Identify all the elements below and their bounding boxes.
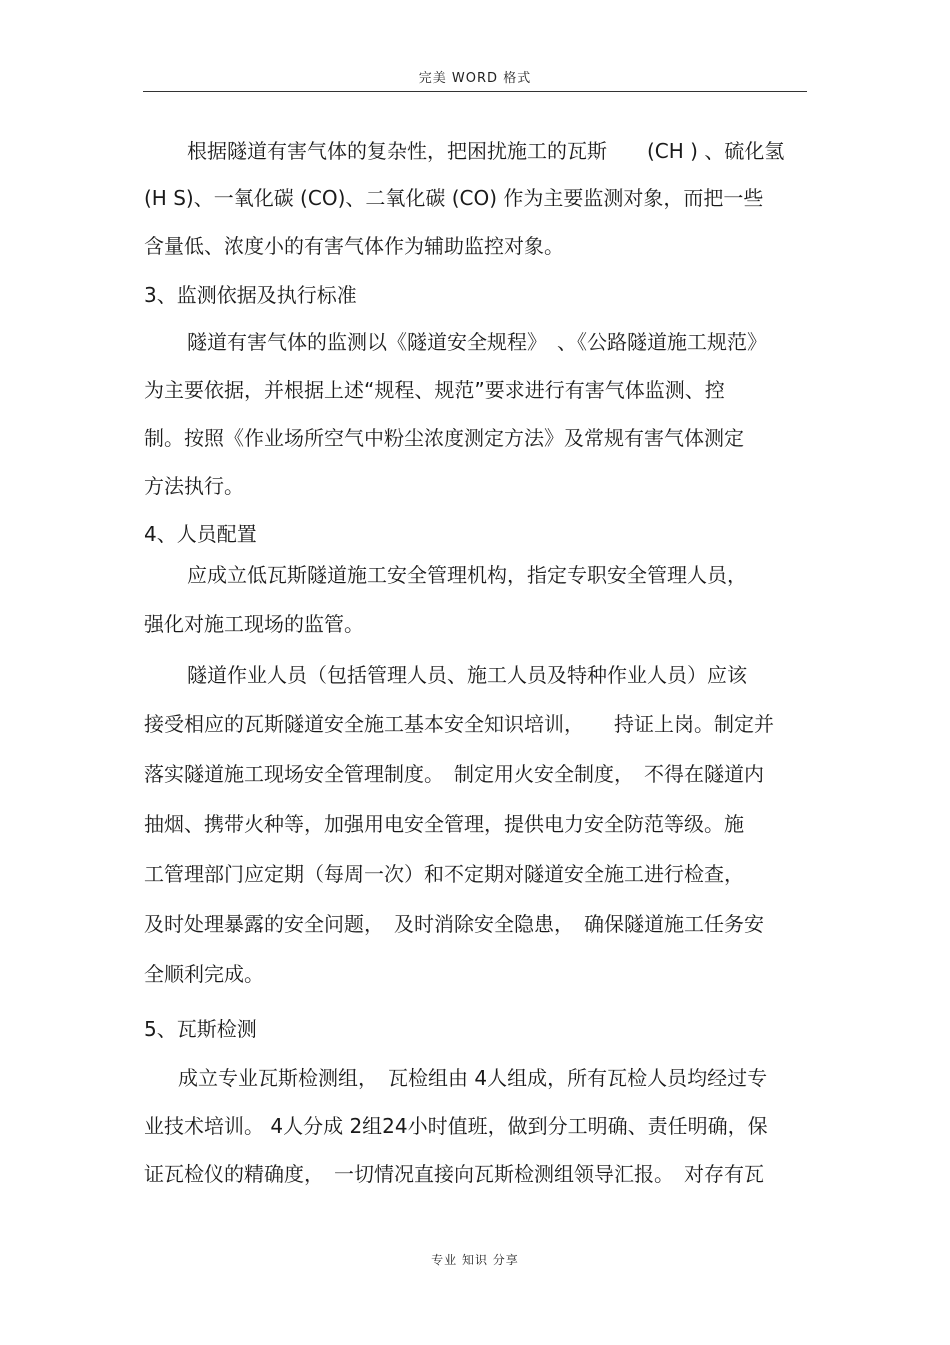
- paragraph-line: 隧道有害气体的监测以《隧道安全规程》 、《公路隧道施工规范》: [187, 330, 767, 354]
- paragraph-line: 成立专业瓦斯检测组， 瓦检组由 4人组成，所有瓦检人员均经过专: [178, 1066, 768, 1090]
- section-heading: 4、人员配置: [144, 522, 257, 546]
- paragraph-line: 落实隧道施工现场安全管理制度。 制定用火安全制度， 不得在隧道内: [144, 762, 764, 786]
- paragraph-line: 隧道作业人员（包括管理人员、施工人员及特种作业人员）应该: [187, 663, 747, 687]
- paragraph-line: 全顺利完成。: [144, 962, 264, 986]
- paragraph-line: 业技术培训。 4人分成 2组24小时值班，做到分工明确、责任明确，保: [144, 1114, 768, 1138]
- paragraph-line: 证瓦检仪的精确度， 一切情况直接向瓦斯检测组领导汇报。 对存有瓦: [144, 1162, 764, 1186]
- section-heading: 3、监测依据及执行标准: [144, 283, 357, 307]
- paragraph-line: 含量低、浓度小的有害气体作为辅助监控对象。: [144, 234, 564, 258]
- paragraph-line: 抽烟、携带火种等，加强用电安全管理，提供电力安全防范等级。施: [144, 812, 744, 836]
- paragraph-line: (H S)、一氧化碳 (CO)、二氧化碳 (CO) 作为主要监测对象，而把一些: [144, 186, 764, 210]
- paragraph-line: 方法执行。: [144, 474, 244, 498]
- header-divider: [143, 91, 807, 92]
- paragraph-line: 为主要依据，并根据上述“规程、规范”要求进行有害气体监测、控: [144, 378, 725, 402]
- page-header: 完美 WORD 格式: [418, 71, 532, 86]
- paragraph-line: 强化对施工现场的监管。: [144, 612, 364, 636]
- section-heading: 5、瓦斯检测: [144, 1017, 257, 1041]
- page-footer: 专业 知识 分享: [431, 1253, 519, 1267]
- paragraph-line: 工管理部门应定期（每周一次）和不定期对隧道安全施工进行检查，: [144, 862, 744, 886]
- paragraph-line: 应成立低瓦斯隧道施工安全管理机构，指定专职安全管理人员，: [187, 563, 747, 587]
- paragraph-line: 接受相应的瓦斯隧道安全施工基本安全知识培训， 持证上岗。制定并: [144, 712, 774, 736]
- paragraph-line: 制。按照《作业场所空气中粉尘浓度测定方法》及常规有害气体测定: [144, 426, 744, 450]
- paragraph-line: 及时处理暴露的安全问题， 及时消除安全隐患， 确保隧道施工任务安: [144, 912, 764, 936]
- paragraph-line: 根据隧道有害气体的复杂性，把困扰施工的瓦斯 (CH ) 、硫化氢: [187, 139, 785, 163]
